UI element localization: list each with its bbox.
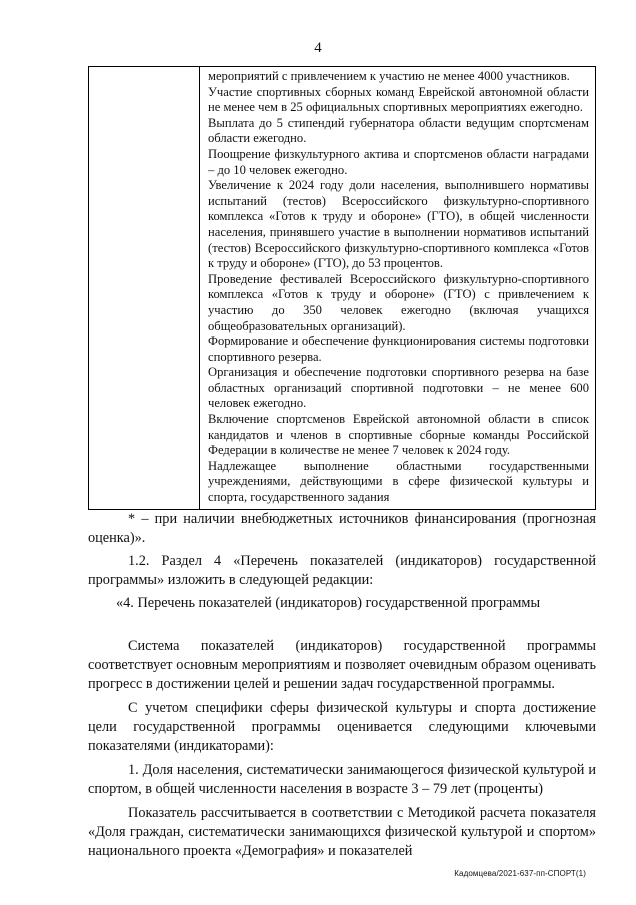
body-paragraph: Показатель рассчитывается в соответствии с Методикой расчета показателя «Доля граждан, систематически занимающихся физической культурой и спортом» национального проекта «Демография» и показателей: [88, 805, 596, 859]
indicator-item: 1. Доля населения, систематически занимающегося физической культурой и спортом, в общей численности населения в возрасте 3 – 79 лет (проценты): [88, 762, 596, 797]
body-paragraph: Система показателей (индикаторов) государственной программы соответствует основным мероприятиям и позволяет очевидным образом оценивать прогресс в достижении целей и решении задач государственной программы.: [88, 638, 596, 692]
table-right-cell: [200, 67, 596, 510]
document-body: [88, 510, 596, 861]
page-number: 4: [314, 40, 322, 56]
table-paragraph: Проведение фестивалей Всероссийского физкультурно-спортивного комплекса «Готов к труду и обороне» (ГТО) с привлечением к участию до 350 человек ежегодно (включая учащихся общеобразовательных организаций).: [208, 271, 589, 333]
table-paragraph: Увеличение к 2024 году доли населения, выполнившего нормативы испытаний (тестов) Всероссийского физкультурно-спортивного комплекса «Готов к труду и обороне» (ГТО), в общей численности населения, принявшего участие в выполнении нормативов испытаний (тестов) Всероссийского физкультурно-спортивного комплекса «Готов к труду и обороне» (ГТО), до 53 процентов.: [208, 178, 589, 271]
program-table: [88, 66, 596, 510]
table-paragraph: Включение спортсменов Еврейской автономной области в список кандидатов и членов в спортивные сборные команды Российской Федерации в количестве не менее 7 человек к 2024 году.: [208, 412, 589, 458]
table-left-cell: [89, 67, 200, 510]
table-paragraph: Формирование и обеспечение функционирования системы подготовки спортивного резерва.: [208, 334, 589, 364]
body-paragraph: С учетом специфики сферы физической культуры и спорта достижение цели государственной программы оценивается следующими ключевыми показателями (индикаторами):: [88, 700, 596, 754]
table-paragraph: Выплата до 5 стипендий губернатора области ведущим спортсменам области ежегодно.: [208, 115, 589, 146]
table-paragraph: Организация и обеспечение подготовки спортивного резерва на базе областных организаций спортивной подготовки – не менее 600 человек ежегодно.: [208, 365, 589, 411]
table-paragraph: Поощрение физкультурного актива и спортсменов области наградами – до 10 человек ежегодно.: [208, 146, 589, 177]
section-heading: «4. Перечень показателей (индикаторов) государственной программы: [116, 595, 541, 611]
table-paragraph: мероприятий с привлечением к участию не менее 4000 участников.: [208, 69, 570, 83]
document-code: Кадомцева/2021-637-пп-СПОРТ(1): [454, 869, 586, 878]
amendment-paragraph: 1.2. Раздел 4 «Перечень показателей (индикаторов) государственной программы» изложить в следующей редакции:: [88, 553, 596, 588]
table-paragraph: Участие спортивных сборных команд Еврейской автономной области не менее чем в 25 официальных спортивных мероприятиях ежегодно.: [208, 84, 589, 115]
footnote: * – при наличии внебюджетных источников финансирования (прогнозная оценка)».: [88, 511, 596, 546]
table-paragraph: Надлежащее выполнение областными государственными учреждениями, действующими в сфере физической культуры и спорта, государственного задания: [208, 458, 589, 505]
table-row: [89, 67, 596, 510]
